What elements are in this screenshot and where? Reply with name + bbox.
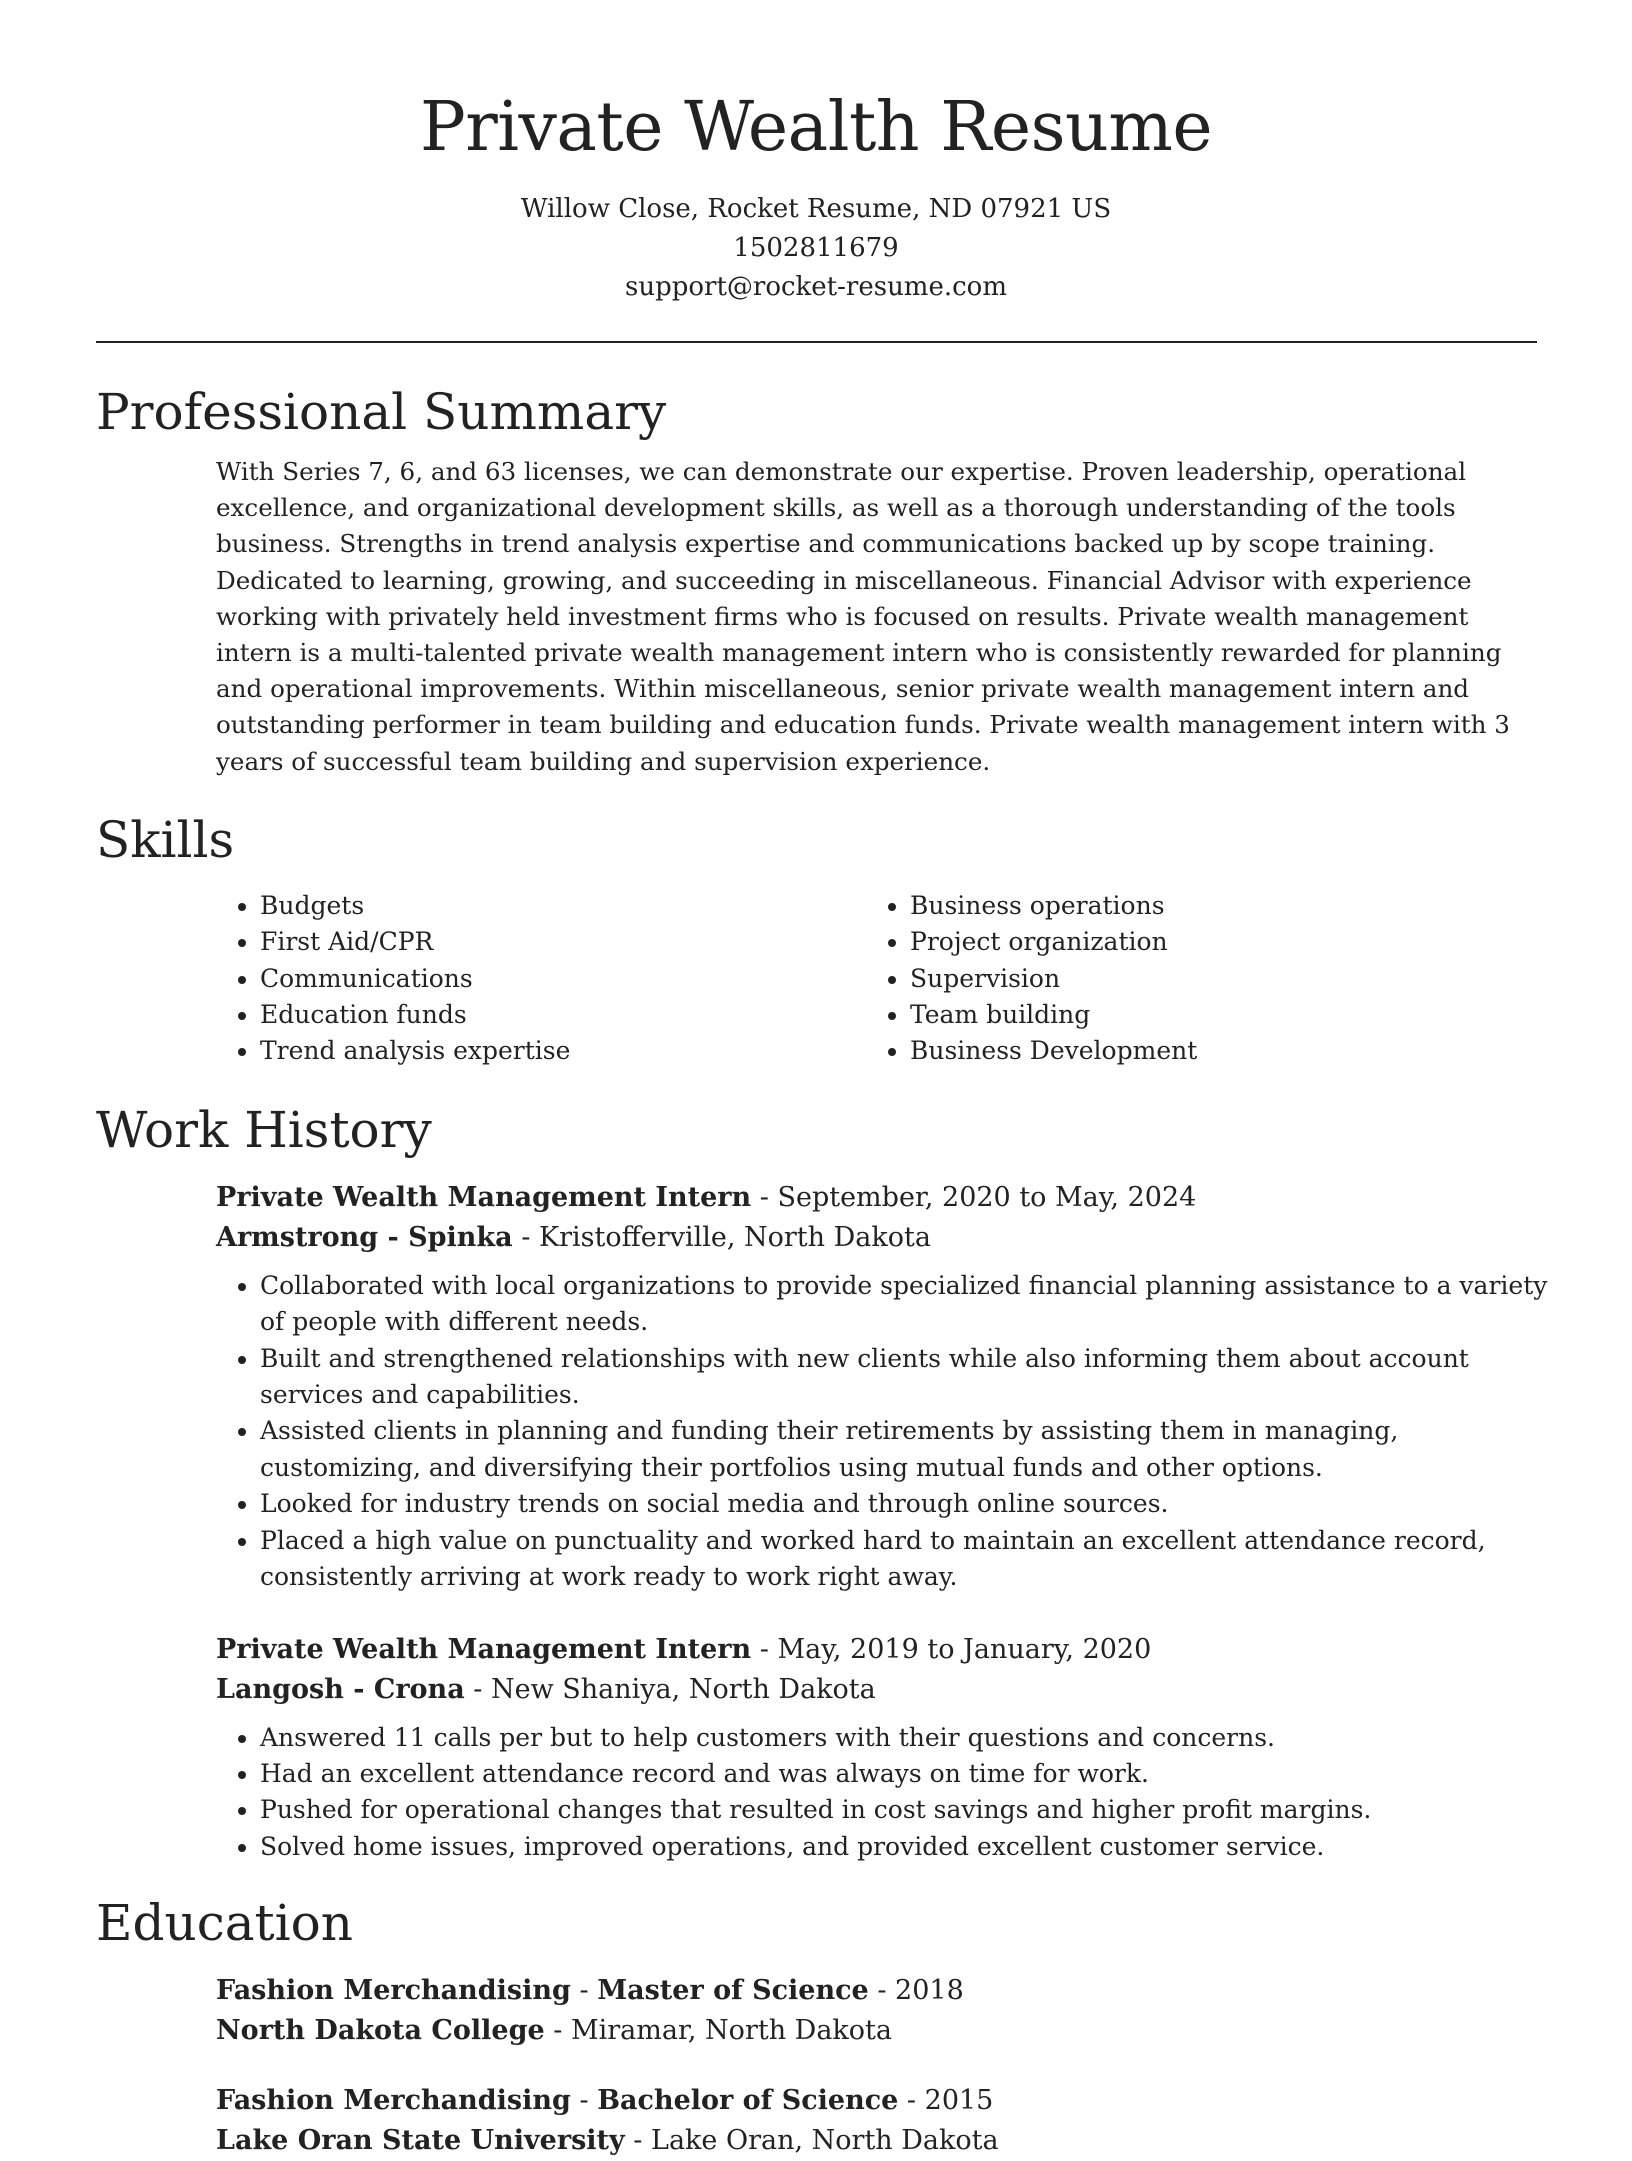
skill-item: • Project organization [910, 924, 1516, 960]
job-bullets [216, 1268, 1560, 1596]
job-bullet: • Pushed for operational changes that resulted in cost savings and higher profit margins. [260, 1792, 1560, 1828]
work-history-section [96, 1094, 1548, 1865]
education-year: 2015 [924, 2085, 994, 2117]
job-role: Private Wealth Management Intern [216, 1181, 752, 1213]
job-title-line [216, 1630, 1537, 1670]
skills-columns [216, 888, 1537, 1070]
job-bullet: • Looked for industry trends on social media and through online sources. [260, 1486, 1560, 1522]
section-title-professional-summary: Professional Summary [96, 383, 667, 441]
education-school-line [216, 2011, 1537, 2051]
separator: - [521, 1221, 539, 1253]
job-role: Private Wealth Management Intern [216, 1633, 752, 1665]
summary-text: With Series 7, 6, and 63 licenses, we can demonstrate our expertise. Proven leadership, operational excellence, and organizational development skills, as well as a thorough understanding of the tools business. Strengths in trend analysis expertise and communications backed up by scope training. Dedicated to learning, growing, and succeeding in miscellaneous. Financial Advisor with experience working with privately held investment firms who is focused on results. Private wealth management intern is a multi-talented private wealth management intern who is consistently rewarded for planning and operational improvements. Within miscellaneous, senior private wealth management intern and outstanding performer in team building and education funds. Private wealth management intern with 3 years of successful team building and supervision experience. [216, 457, 1510, 776]
skills-right-column [866, 888, 1516, 1070]
education-field: Fashion Merchandising [216, 1975, 571, 2007]
skill-item: • Business operations [910, 888, 1516, 924]
job-company-line [216, 1218, 1537, 1258]
job-title-line [216, 1178, 1537, 1218]
professional-summary-section [96, 376, 1537, 780]
resume-header [0, 0, 1632, 307]
resume-content [96, 376, 1548, 2161]
skill-item: • Team building [910, 997, 1516, 1033]
skill-item: • Communications [260, 961, 866, 997]
section-title-skills: Skills [96, 810, 235, 869]
job-bullet: • Assisted clients in planning and funding their retirements by assisting them in managing, customizing, and diversifying their portfolios using mutual funds and other options. [260, 1413, 1560, 1486]
skills-section [96, 804, 1537, 1070]
separator: - [579, 1975, 598, 2007]
skill-item: • Business Development [910, 1033, 1516, 1069]
job-bullet: • Answered 11 calls per but to help customers with their questions and concerns. [260, 1720, 1560, 1756]
skill-item: • Trend analysis expertise [260, 1033, 866, 1069]
education-year: 2018 [895, 1975, 964, 2007]
resume-name: Private Wealth Resume [419, 88, 1213, 167]
separator: - [553, 2015, 571, 2047]
job-bullet: • Placed a high value on punctuality and worked hard to maintain an excellent attendance record, consistently arriving at work ready to work right away. [260, 1523, 1560, 1596]
job-dates: May, 2019 to January, 2020 [777, 1633, 1152, 1665]
separator: - [759, 1633, 778, 1665]
job-location: Kristofferville, North Dakota [538, 1221, 931, 1253]
education-degree-line [216, 1971, 1537, 2011]
job-bullet: • Solved home issues, improved operations, and provided excellent customer service. [260, 1829, 1560, 1865]
education-degree: Bachelor of Science [597, 2085, 899, 2117]
education-field: Fashion Merchandising [216, 2085, 571, 2117]
separator: - [633, 2125, 652, 2157]
job-bullet: • Built and strengthened relationships with new clients while also informing them about account services and capabilities. [260, 1341, 1560, 1414]
contact-email: support@rocket-resume.com [624, 272, 1007, 302]
education-degree-line [216, 2081, 1537, 2121]
education-location: Lake Oran, North Dakota [651, 2125, 999, 2157]
education-section [96, 1887, 1537, 2161]
job-entry [216, 1630, 1537, 1866]
education-entry [216, 1971, 1537, 2051]
job-company: Langosh - Crona [216, 1673, 465, 1705]
job-company: Armstrong - Spinka [216, 1221, 513, 1253]
education-school: North Dakota College [216, 2015, 545, 2047]
education-degree: Master of Science [597, 1975, 869, 2007]
education-school: Lake Oran State University [216, 2125, 625, 2157]
contact-address: Willow Close, Rocket Resume, ND 07921 US [520, 194, 1112, 224]
education-school-line [216, 2121, 1537, 2161]
separator: - [579, 2085, 598, 2117]
job-dates: September, 2020 to May, 2024 [777, 1181, 1197, 1213]
separator: - [759, 1181, 778, 1213]
skill-item: • First Aid/CPR [260, 924, 866, 960]
job-company-line [216, 1670, 1537, 1710]
skill-item: • Budgets [260, 888, 866, 924]
skill-item: • Supervision [910, 961, 1516, 997]
education-entry [216, 2081, 1537, 2161]
job-location: New Shaniya, North Dakota [491, 1673, 876, 1705]
job-bullet: • Collaborated with local organizations to provide specialized financial planning assistance to a variety of people with different needs. [260, 1268, 1560, 1341]
section-title-education: Education [96, 1894, 353, 1953]
education-location: Miramar, North Dakota [570, 2015, 892, 2047]
skill-item: • Education funds [260, 997, 866, 1033]
separator: - [877, 1975, 896, 2007]
section-title-work-history: Work History [96, 1100, 432, 1159]
job-entry [216, 1178, 1548, 1596]
separator: - [473, 1673, 491, 1705]
job-bullets [216, 1720, 1560, 1866]
job-bullet: • Had an excellent attendance record and was always on time for work. [260, 1756, 1560, 1792]
contact-phone: 1502811679 [733, 233, 899, 263]
header-divider [96, 341, 1537, 343]
separator: - [906, 2085, 925, 2117]
skills-left-column [216, 888, 866, 1070]
